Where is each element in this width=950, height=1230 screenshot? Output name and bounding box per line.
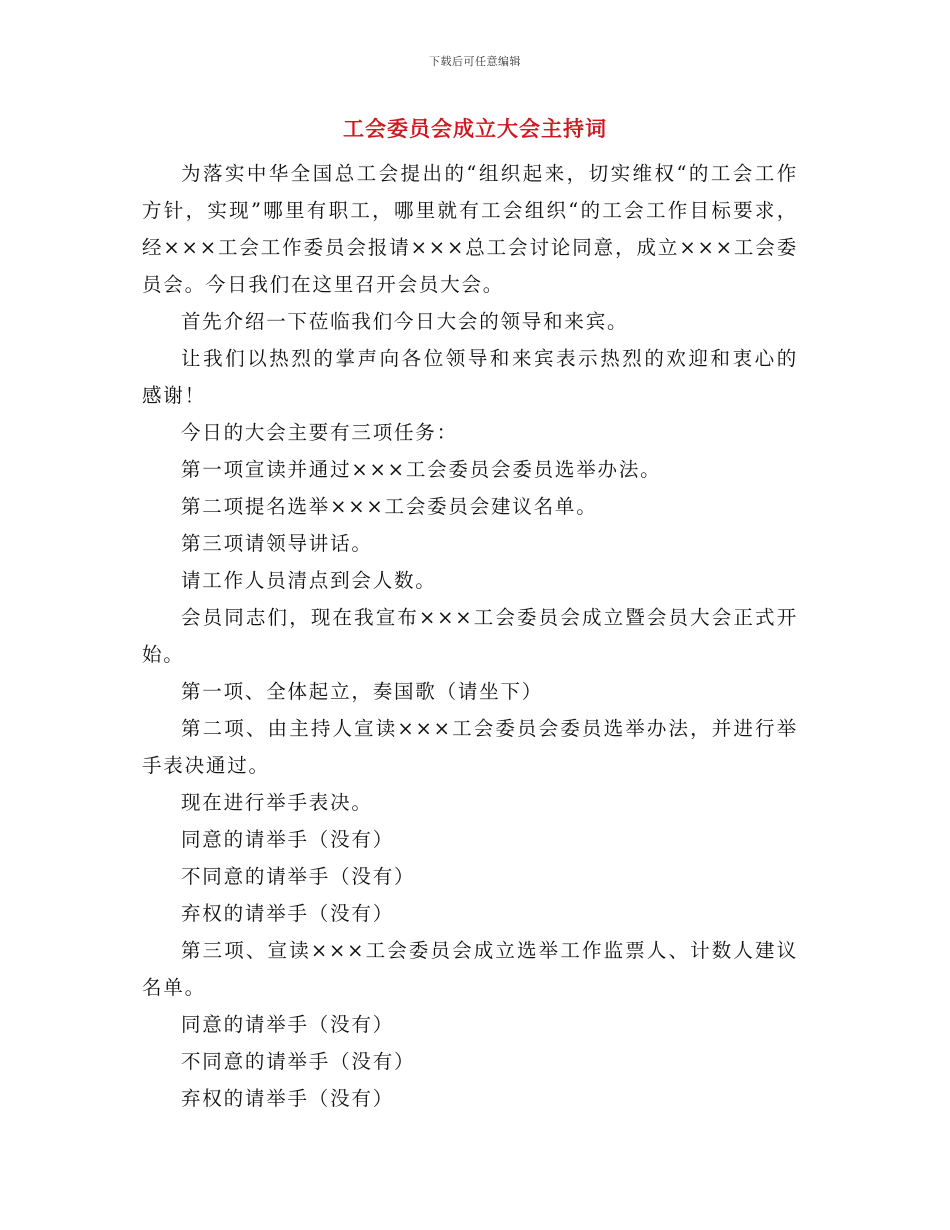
document-title: 工会委员会成立大会主持词 (343, 117, 607, 141)
header-note: 下载后可任意编辑 (429, 55, 521, 68)
paragraph: 首先介绍一下莅临我们今日大会的领导和来宾。 (181, 310, 629, 333)
paragraph: 请工作人员清点到会人数。 (181, 569, 437, 592)
paragraph: 第一项、全体起立，奏国歌（请坐下） (181, 680, 544, 703)
paragraph: 会员同志们，现在我宣布×××工会委员会成立暨会员大会正式开始。 (142, 606, 798, 666)
paragraph: 不同意的请举手（没有） (181, 1050, 416, 1073)
paragraph: 不同意的请举手（没有） (181, 865, 416, 888)
paragraph: 第二项、由主持人宣读×××工会委员会委员选举办法，并进行举手表决通过。 (142, 717, 798, 777)
paragraph: 弃权的请举手（没有） (181, 1087, 395, 1110)
paragraph: 现在进行举手表决。 (181, 791, 373, 814)
paragraph: 第一项宣读并通过×××工会委员会委员选举办法。 (181, 458, 662, 481)
paragraph: 今日的大会主要有三项任务： (181, 421, 458, 444)
paragraph: 弃权的请举手（没有） (181, 902, 395, 925)
paragraph: 同意的请举手（没有） (181, 828, 395, 851)
paragraph: 为落实中华全国总工会提出的“组织起来，切实维权“的工会工作方针，实现”哪里有职工，哪里就有工会组织“的工会工作目标要求，经×××工会工作委员会报请×××总工会讨论同意，成立×××工会委员会。今日我们在这里召开会员大会。 (142, 162, 798, 296)
paragraph: 第二项提名选举×××工会委员会建议名单。 (181, 495, 598, 518)
paragraph: 第三项、宣读×××工会委员会成立选举工作监票人、计数人建议名单。 (142, 939, 798, 999)
document-body (142, 155, 798, 1117)
paragraph: 第三项请领导讲话。 (181, 532, 373, 555)
paragraph: 让我们以热烈的掌声向各位领导和来宾表示热烈的欢迎和衷心的感谢！ (142, 347, 798, 407)
paragraph: 同意的请举手（没有） (181, 1013, 395, 1036)
